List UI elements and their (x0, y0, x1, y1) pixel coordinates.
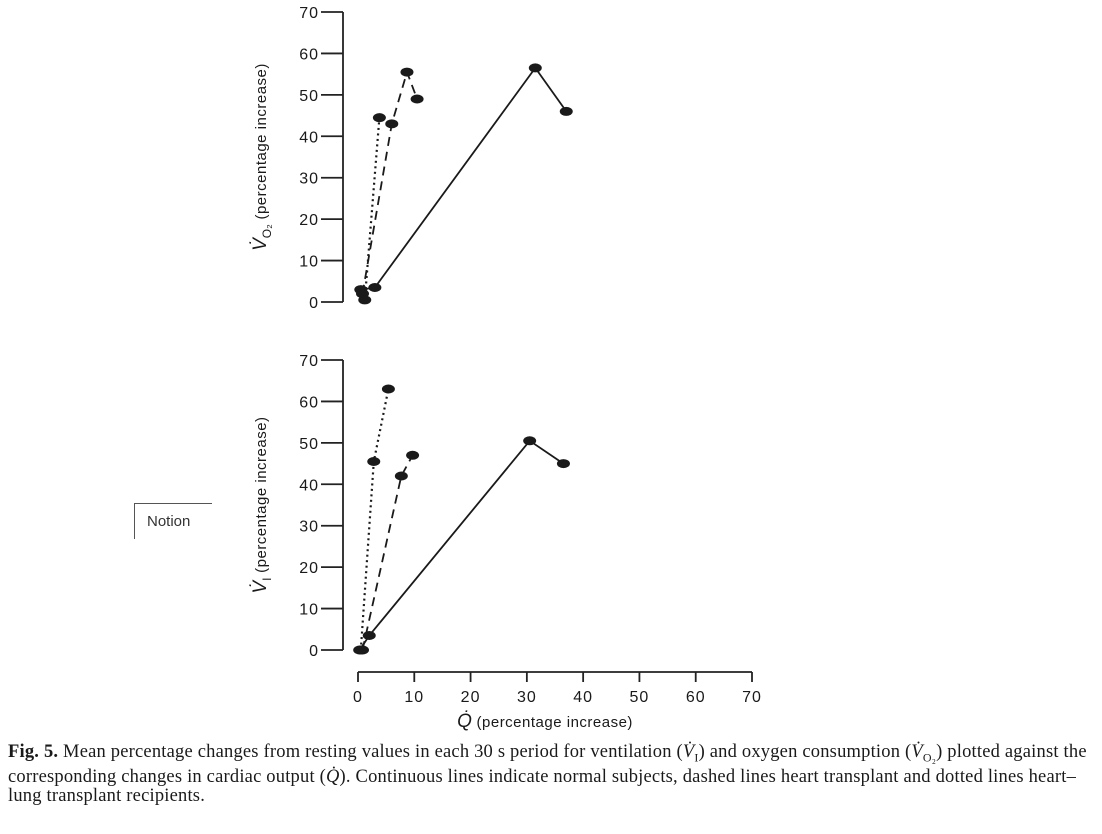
data-point-dotted (354, 646, 367, 655)
x-tick-label: 50 (629, 689, 650, 706)
data-point-solid (363, 631, 376, 640)
y-tick-label: 20 (299, 560, 319, 578)
x-tick-label: 40 (573, 689, 594, 706)
y-tick-label: 40 (299, 477, 319, 495)
caption-segment: V̇ (682, 742, 695, 762)
notion-label: Notion (147, 513, 191, 530)
y-axis-label: (percentage increase) (253, 416, 270, 578)
y-axis-symbol: V̇ (250, 238, 271, 251)
notion-tag[interactable] (134, 503, 212, 539)
x-axis-label: (percentage increase) (471, 714, 633, 731)
y-tick-label: 30 (299, 170, 319, 188)
caption-segment: ) and oxygen consumption ( (698, 742, 912, 762)
caption-figure-label: Fig. 5. (8, 742, 59, 762)
caption-segment: ) plotted against the corresponding changes in cardiac output ( (8, 742, 1087, 787)
y-axis-title (250, 416, 274, 593)
x-tick-label: 20 (460, 689, 481, 706)
y-tick-label: 0 (309, 295, 319, 312)
data-point-dashed (411, 95, 424, 104)
y-axis-title-text (250, 416, 274, 593)
y-axis-label: (percentage increase) (253, 63, 270, 225)
y-tick-label: 70 (299, 353, 319, 370)
y-tick-label: 70 (299, 5, 319, 22)
y-tick-label: 50 (299, 87, 319, 105)
series-line-solid (360, 441, 564, 650)
y-tick-label: 0 (309, 643, 319, 660)
x-tick-label: 10 (404, 689, 425, 706)
y-tick-label: 10 (299, 601, 319, 619)
y-axis-title (250, 63, 274, 251)
data-point-solid (529, 63, 542, 72)
data-point-dashed (385, 119, 398, 128)
caption-segment: V̇ (911, 742, 923, 762)
y-tick-label: 50 (299, 435, 319, 453)
caption-segment: Q̇ (325, 766, 340, 787)
y-axis-symbol: V̇ (250, 580, 271, 594)
data-point-solid (557, 459, 570, 468)
caption-segment: ). Continuous lines indicate normal subjects, dashed lines heart transplant and dotted lines heart–lung transplant recipients. (8, 766, 1077, 806)
data-point-dotted (367, 457, 380, 466)
x-tick-label: 0 (353, 689, 363, 706)
data-point-dotted (358, 295, 371, 304)
y-axis-subscript: I (260, 577, 274, 581)
data-point-dashed (406, 451, 419, 460)
y-tick-label: 10 (299, 253, 319, 271)
data-point-solid (560, 107, 573, 116)
data-point-dashed (400, 68, 413, 77)
y-tick-label: 60 (299, 46, 319, 64)
x-tick-label: 30 (516, 689, 537, 706)
data-point-dashed (395, 472, 408, 481)
x-tick-label: 70 (742, 689, 762, 706)
y-axis-subscript: O₂ (260, 224, 274, 239)
y-axis-title-text (250, 63, 274, 251)
data-point-solid (523, 436, 536, 445)
data-point-dotted (373, 113, 386, 122)
data-point-dotted (382, 385, 395, 394)
data-point-solid (368, 283, 381, 292)
y-tick-label: 60 (299, 394, 319, 412)
caption-body (8, 742, 1087, 806)
caption-segment: Mean percentage changes from resting values in each 30 s period for ventilation ( (58, 742, 683, 762)
series-line-dashed (363, 455, 413, 650)
series-line-solid (361, 68, 567, 290)
series-line-dotted (361, 389, 389, 650)
y-tick-label: 30 (299, 518, 319, 536)
x-axis-symbol: Q̇ (457, 711, 472, 732)
caption-segment: O₂ (922, 750, 937, 765)
caption-segment: I (694, 750, 699, 765)
y-tick-label: 20 (299, 212, 319, 230)
x-tick-label: 60 (685, 689, 706, 706)
x-axis-title (457, 711, 633, 732)
series-line-dashed (363, 72, 418, 294)
figure-caption (8, 743, 1098, 806)
y-tick-label: 40 (299, 129, 319, 147)
